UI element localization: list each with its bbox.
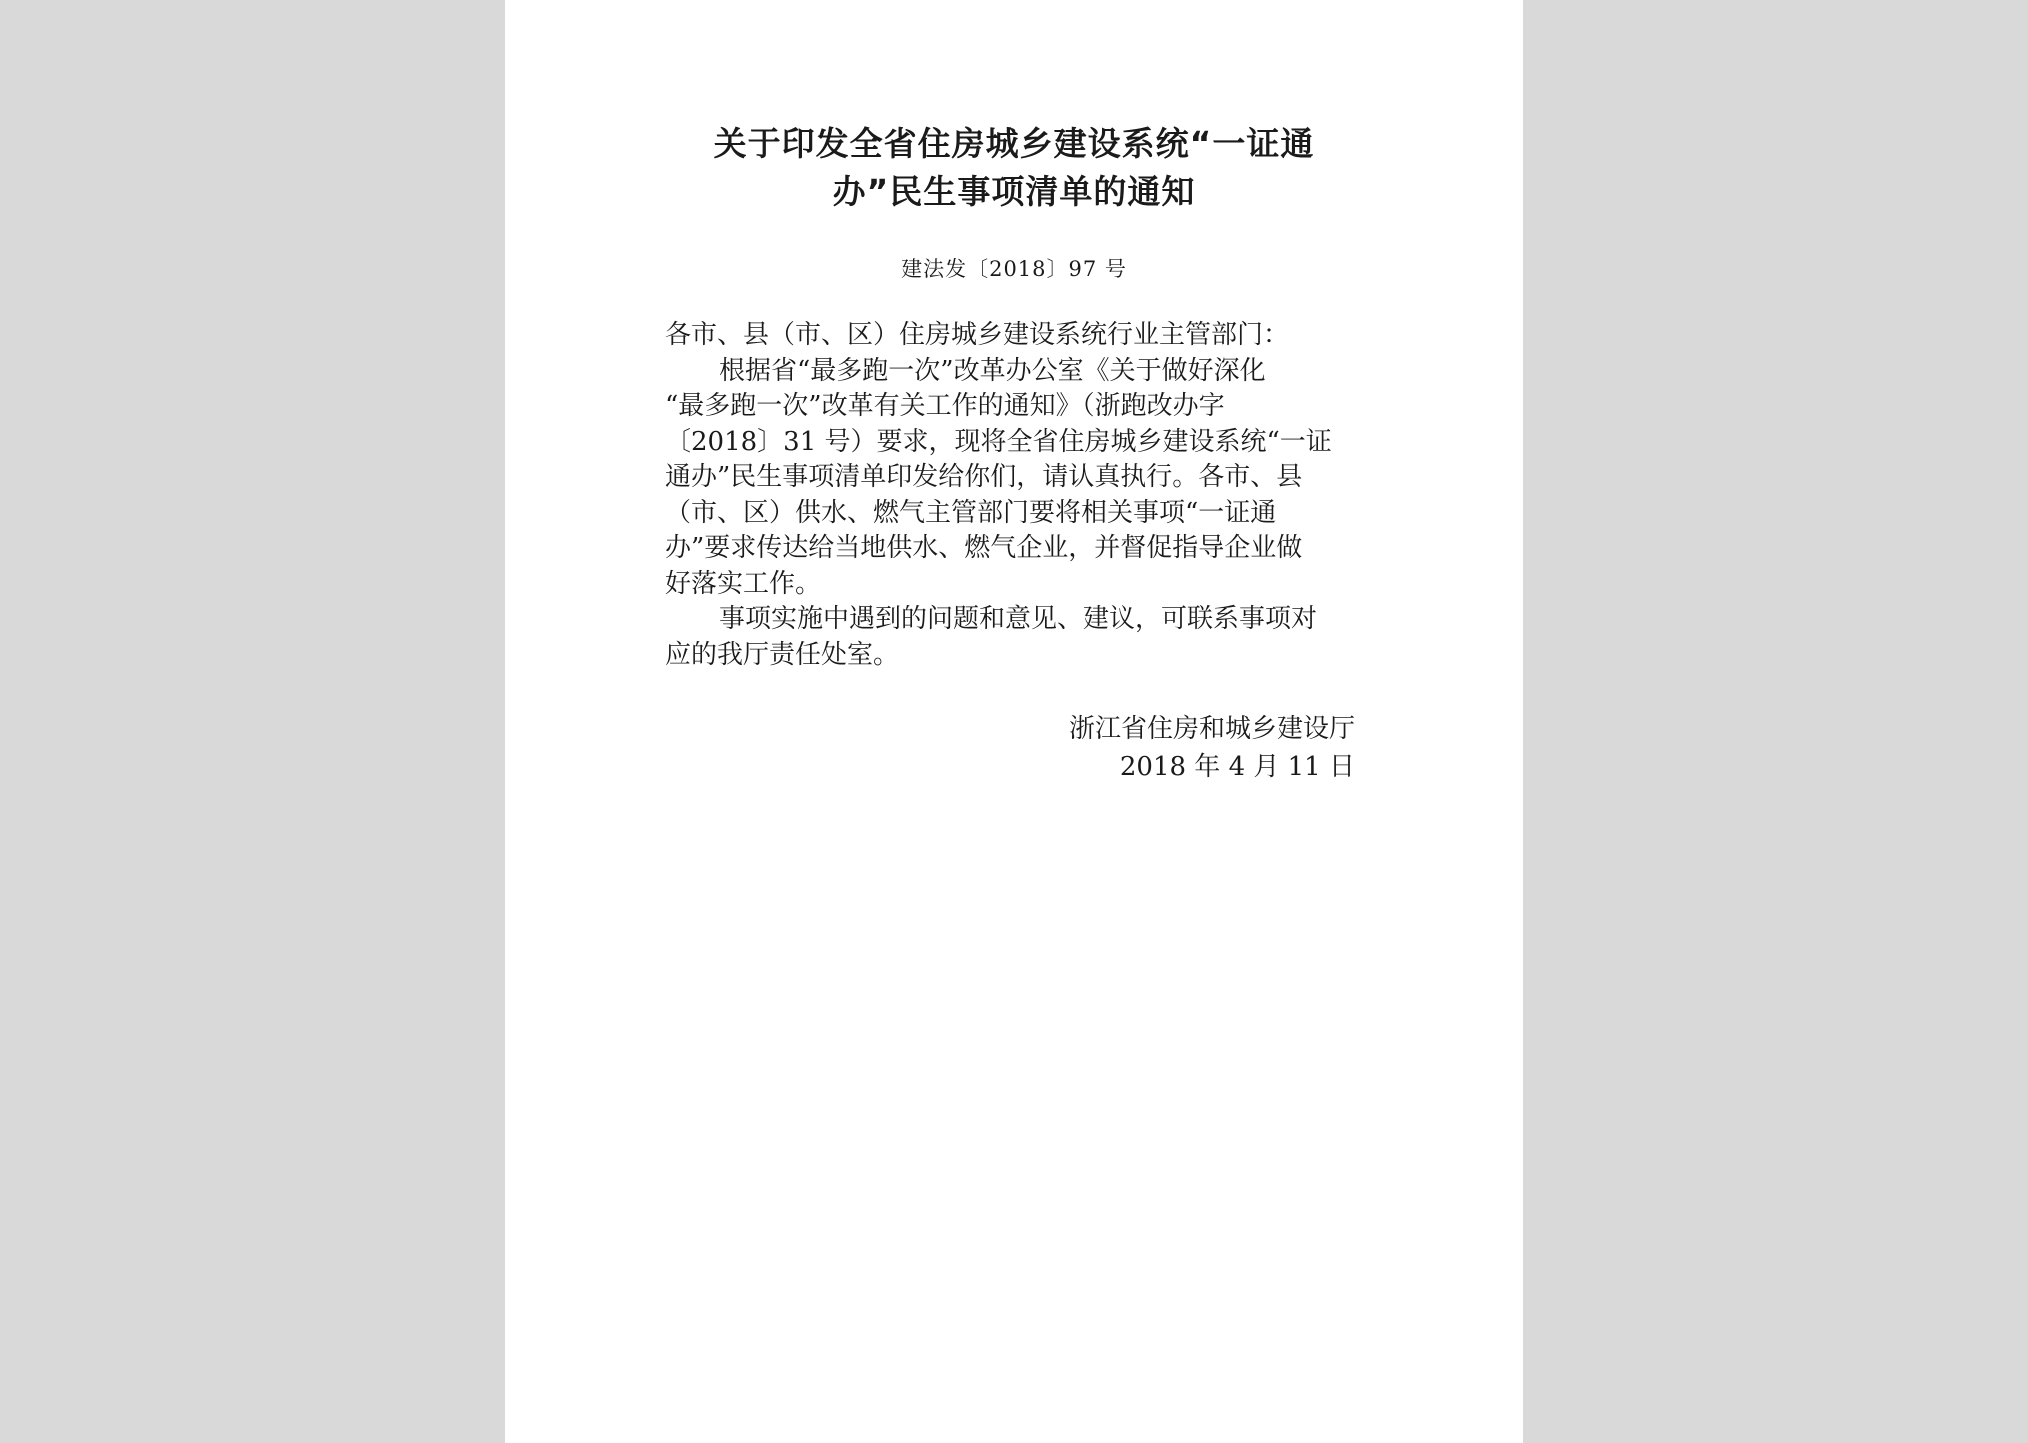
paragraph1-line: 好落实工作。 <box>665 568 822 599</box>
paragraph1-line: “最多跑一次”改革有关工作的通知》（浙跑改办字 <box>665 391 1225 421</box>
signature-block <box>665 710 1355 786</box>
issuer: 浙江省住房和城乡建设厅 <box>1068 714 1355 744</box>
document-number: 建法发〔2018〕97 号 <box>901 257 1127 281</box>
title-line-2: 办”民生事项清单的通知 <box>832 172 1196 211</box>
document-title <box>655 120 1373 216</box>
paragraph2-line: 事项实施中遇到的问题和意见、建议，可联系事项对 <box>719 604 1318 634</box>
paragraph1-line: （市、区）供水、燃气主管部门要将相关事项“一证通 <box>665 497 1277 528</box>
paragraph2-line: 应的我厅责任处室。 <box>665 639 900 670</box>
paragraph1-line: 〔2018〕31 号）要求，现将全省住房城乡建设系统“一证 <box>665 426 1332 457</box>
document-page <box>505 0 1523 1443</box>
issue-date: 2018 年 4 月 11 日 <box>1119 752 1355 782</box>
paragraph1-line: 根据省“最多跑一次”改革办公室《关于做好深化 <box>719 355 1266 386</box>
paragraph1-line: 通办”民生事项清单印发给你们，请认真执行。各市、县 <box>665 462 1303 492</box>
salutation: 各市、县（市、区）住房城乡建设系统行业主管部门： <box>665 320 1290 350</box>
paragraph1-line: 办”要求传达给当地供水、燃气企业，并督促指导企业做 <box>665 533 1303 563</box>
document-body <box>665 318 1365 673</box>
title-line-1: 关于印发全省住房城乡建设系统“一证通 <box>713 124 1315 163</box>
